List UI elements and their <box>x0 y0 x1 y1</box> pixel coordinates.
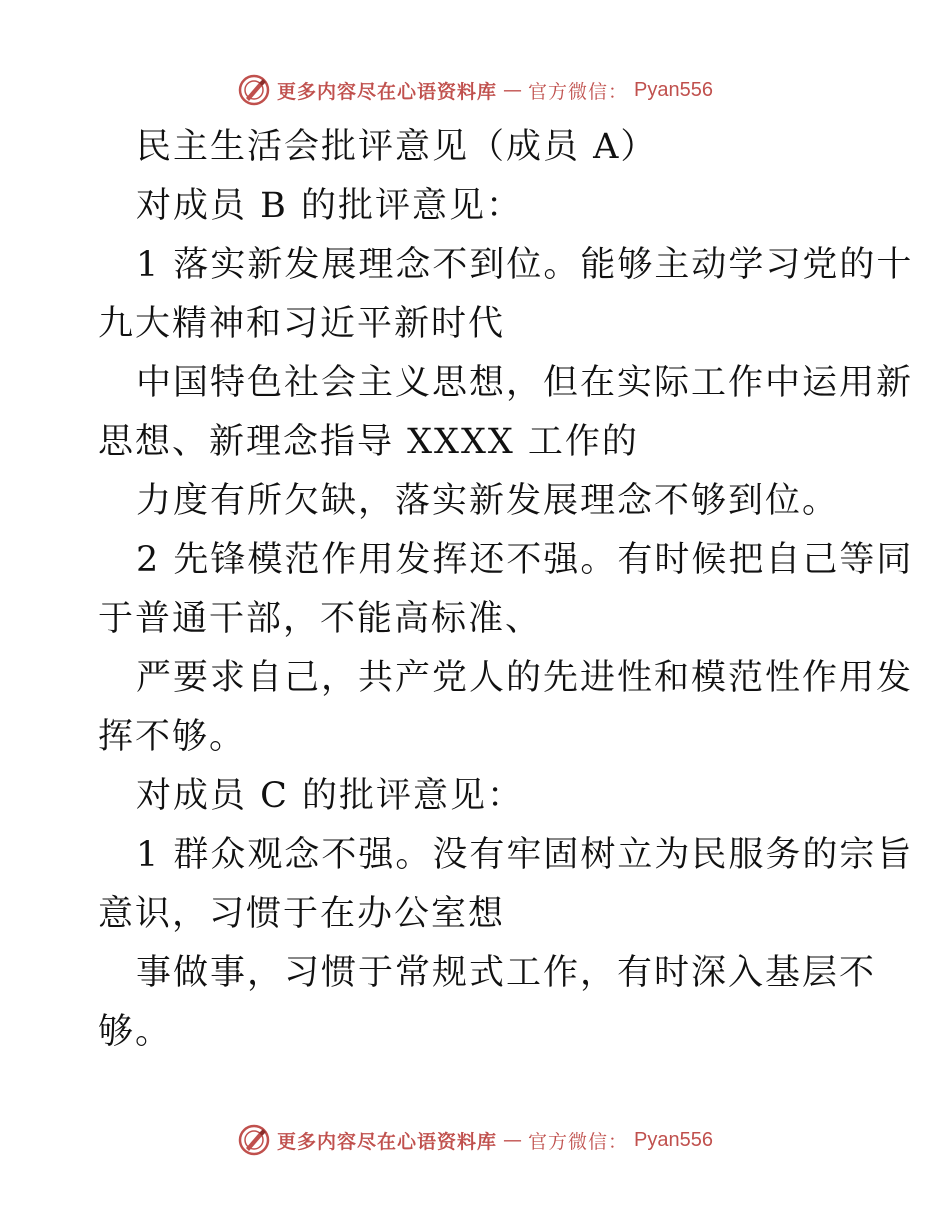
text-line: 力度有所欠缺，落实新发展理念不够到位。 <box>136 481 840 521</box>
pen-nib-logo-icon <box>237 73 271 107</box>
text-line: 2 先锋模范作用发挥还不强。有时候把自己等同 <box>136 540 914 580</box>
banner-wechat-id: Pyan556 <box>634 1128 713 1151</box>
document-body <box>98 118 914 1062</box>
text-line: 中国特色社会主义思想，但在实际工作中运用新 <box>136 363 914 403</box>
text-line: 于普通干部，不能高标准、 <box>98 599 543 639</box>
text-line: 严要求自己，共产党人的先进性和模范性作用发 <box>136 658 914 698</box>
section-heading-member-b: 对成员 B 的批评意见： <box>136 186 523 226</box>
text-line: 够。 <box>98 1012 173 1052</box>
banner-wechat-id: Pyan556 <box>634 78 713 101</box>
text-line: 1 落实新发展理念不到位。能够主动学习党的十 <box>136 245 914 285</box>
banner-dash: — <box>503 1129 523 1151</box>
pen-nib-logo-icon <box>237 1123 271 1157</box>
banner-official-label: 官方微信： <box>528 1130 629 1153</box>
text-line: 意识，习惯于在办公室想 <box>98 894 506 934</box>
document-title: 民主生活会批评意见（成员 A） <box>136 127 658 167</box>
banner-dash: — <box>503 79 523 101</box>
text-line: 事做事，习惯于常规式工作，有时深入基层不 <box>136 953 877 993</box>
footer-banner <box>0 1120 950 1160</box>
banner-brand-text: 更多内容尽在心语资料库 <box>277 1130 498 1153</box>
text-line: 思想、新理念指导 XXXX 工作的 <box>98 422 639 462</box>
header-banner <box>0 70 950 110</box>
section-heading-member-c: 对成员 C 的批评意见： <box>136 776 525 816</box>
banner-brand-text: 更多内容尽在心语资料库 <box>277 80 498 103</box>
text-line: 1 群众观念不强。没有牢固树立为民服务的宗旨 <box>136 835 914 875</box>
text-line: 九大精神和习近平新时代 <box>98 304 506 344</box>
text-line: 挥不够。 <box>98 717 247 757</box>
banner-official-label: 官方微信： <box>528 80 629 103</box>
